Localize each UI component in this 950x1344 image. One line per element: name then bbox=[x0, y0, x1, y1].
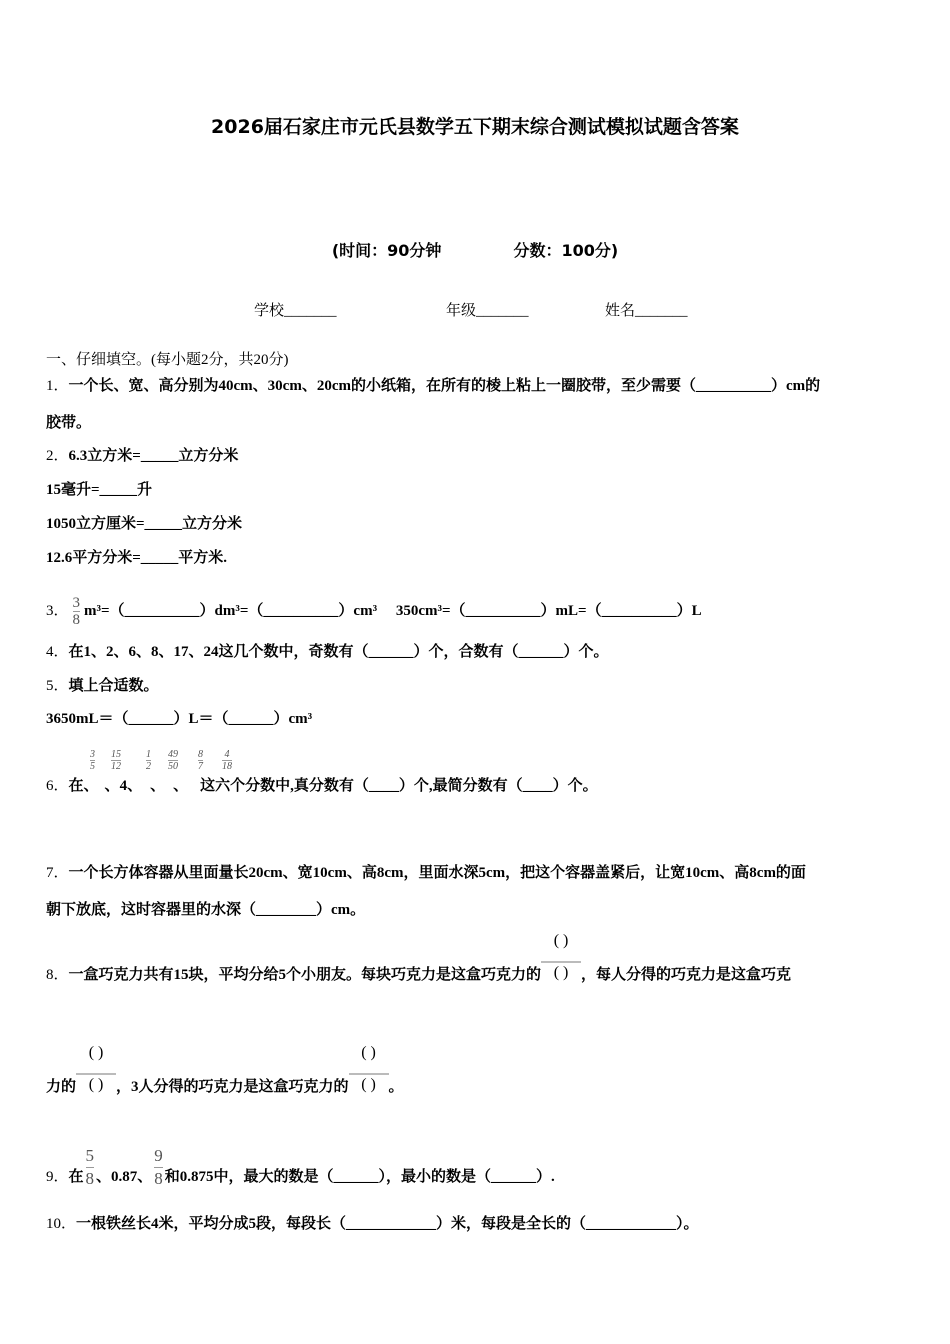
question-text: 6.3立方米=_____立方分米 bbox=[68, 448, 239, 464]
question-number: 5． bbox=[46, 678, 69, 694]
question-8-cont bbox=[46, 1044, 404, 1097]
question-text: 在1、2、6、8、17、24这几个数中，奇数有（______）个，合数有（______）个。 bbox=[68, 644, 609, 660]
question-text: 这六个分数中,真分数有（____）个,最简分数有（____）个。 bbox=[200, 778, 598, 794]
question-number: 4． bbox=[46, 644, 69, 660]
fraction bbox=[154, 1145, 163, 1190]
denominator: 2 bbox=[146, 761, 151, 772]
separator: 、 bbox=[83, 778, 99, 794]
denominator: 8 bbox=[154, 1169, 163, 1188]
numerator: 3 bbox=[72, 595, 81, 611]
question-text: 一根铁丝长4米，平均分成5段，每段长（____________）米，每段是全长的（____________）。 bbox=[76, 1216, 699, 1232]
question-5-line2: 3650mL＝（______）L＝（______）cm³ bbox=[46, 711, 313, 727]
question-3 bbox=[46, 595, 702, 628]
denominator: 12 bbox=[111, 761, 121, 772]
question-text: 在 bbox=[68, 778, 84, 794]
question-text: m³=（__________）dm³=（__________）cm³ 350cm³=（__________）mL=（__________）L bbox=[84, 602, 702, 619]
denominator: 50 bbox=[168, 761, 178, 772]
grade-field: 年级_______ bbox=[446, 303, 529, 319]
question-1 bbox=[46, 376, 820, 396]
question-2d: 12.6平方分米=_____平方米. bbox=[46, 550, 228, 566]
question-10 bbox=[46, 1214, 699, 1234]
numerator-blank: ( ) bbox=[553, 932, 569, 949]
question-7 bbox=[46, 863, 806, 883]
fraction bbox=[90, 749, 95, 772]
question-number: 2． bbox=[46, 448, 69, 464]
numerator: 3 bbox=[90, 749, 95, 760]
question-number: 8． bbox=[46, 967, 69, 983]
denominator-blank: ( ) bbox=[76, 1073, 116, 1095]
numerator: 5 bbox=[85, 1146, 95, 1165]
school-field: 学校_______ bbox=[254, 303, 337, 319]
blank-fraction[interactable] bbox=[349, 1044, 389, 1093]
question-text: 和0.875中，最大的数是（______），最小的数是（______）. bbox=[164, 1168, 555, 1185]
question-text: ，每人分得的巧克力是这盒巧克 bbox=[581, 967, 792, 983]
question-text: 在 bbox=[68, 1168, 84, 1185]
number: 4 bbox=[119, 778, 128, 794]
question-text: 力的 bbox=[46, 1079, 77, 1095]
numerator: 49 bbox=[168, 749, 178, 760]
question-2c: 1050立方厘米=_____立方分米 bbox=[46, 516, 243, 532]
denominator-blank: ( ) bbox=[349, 1073, 389, 1095]
question-number: 3． bbox=[46, 602, 69, 619]
fraction bbox=[198, 749, 203, 772]
question-4 bbox=[46, 642, 609, 662]
question-text: 填上合适数。 bbox=[68, 678, 159, 694]
fraction bbox=[146, 749, 151, 772]
question-5 bbox=[46, 676, 159, 696]
question-number: 7． bbox=[46, 865, 69, 881]
fraction bbox=[222, 749, 232, 772]
question-text: 一个长方体容器从里面量长20cm、宽10cm、高8cm，里面水深5cm，把这个容器盖紧后，让宽10cm、高8cm的面 bbox=[68, 865, 806, 881]
question-2 bbox=[46, 446, 238, 466]
fraction bbox=[111, 749, 121, 772]
question-6 bbox=[46, 776, 598, 796]
question-text: 。 bbox=[388, 1079, 404, 1095]
document-title: 2026届石家庄市元氏县数学五下期末综合测试模拟试题含答案 bbox=[211, 116, 739, 138]
section-heading: 一、仔细填空。(每小题2分，共20分) bbox=[46, 352, 289, 368]
denominator: 18 bbox=[222, 761, 232, 772]
denominator: 5 bbox=[90, 761, 95, 772]
numerator: 8 bbox=[198, 749, 203, 760]
question-text: 、0.87、 bbox=[96, 1168, 153, 1185]
denominator: 7 bbox=[198, 761, 203, 772]
question-1-cont: 胶带。 bbox=[46, 415, 92, 431]
time-limit: (时间：90分钟 bbox=[331, 241, 442, 260]
question-7-cont: 朝下放底，这时容器里的水深（________）cm。 bbox=[46, 902, 366, 918]
numerator: 15 bbox=[111, 749, 121, 760]
question-2b: 15毫升=_____升 bbox=[46, 482, 153, 498]
denominator: 8 bbox=[72, 612, 81, 628]
question-text: 一个长、宽、高分别为40cm、30cm、20cm的小纸箱，在所有的棱上粘上一圈胶带，至少需要（__________）cm的 bbox=[68, 378, 821, 394]
total-score: 分数：100分) bbox=[513, 241, 619, 260]
fraction bbox=[86, 1145, 95, 1190]
question-text: 一盒巧克力共有15块，平均分给5个小朋友。每块巧克力是这盒巧克力的 bbox=[68, 967, 542, 983]
name-field: 姓名_______ bbox=[605, 303, 688, 319]
separator: 、 bbox=[173, 778, 189, 794]
question-text: ，3人分得的巧克力是这盒巧克力的 bbox=[116, 1079, 349, 1095]
separator: 、 bbox=[127, 778, 143, 794]
numerator: 9 bbox=[154, 1146, 163, 1165]
denominator-blank: ( ) bbox=[541, 961, 581, 983]
question-9 bbox=[46, 1146, 555, 1200]
blank-fraction[interactable] bbox=[76, 1044, 116, 1093]
separator: 、 bbox=[150, 778, 166, 794]
numerator-blank: ( ) bbox=[88, 1044, 104, 1061]
separator: 、 bbox=[104, 778, 120, 794]
exam-meta bbox=[0, 238, 950, 261]
fraction bbox=[168, 749, 178, 772]
numerator-blank: ( ) bbox=[361, 1044, 376, 1061]
blank-fraction[interactable] bbox=[541, 932, 581, 981]
question-number: 9． bbox=[46, 1168, 69, 1185]
fraction bbox=[73, 595, 81, 628]
question-8 bbox=[46, 932, 792, 985]
question-number: 10． bbox=[46, 1216, 77, 1232]
numerator: 4 bbox=[224, 749, 230, 760]
denominator: 8 bbox=[85, 1169, 95, 1188]
question-number: 1． bbox=[46, 378, 69, 394]
question-number: 6． bbox=[46, 778, 69, 794]
numerator: 1 bbox=[146, 749, 151, 760]
